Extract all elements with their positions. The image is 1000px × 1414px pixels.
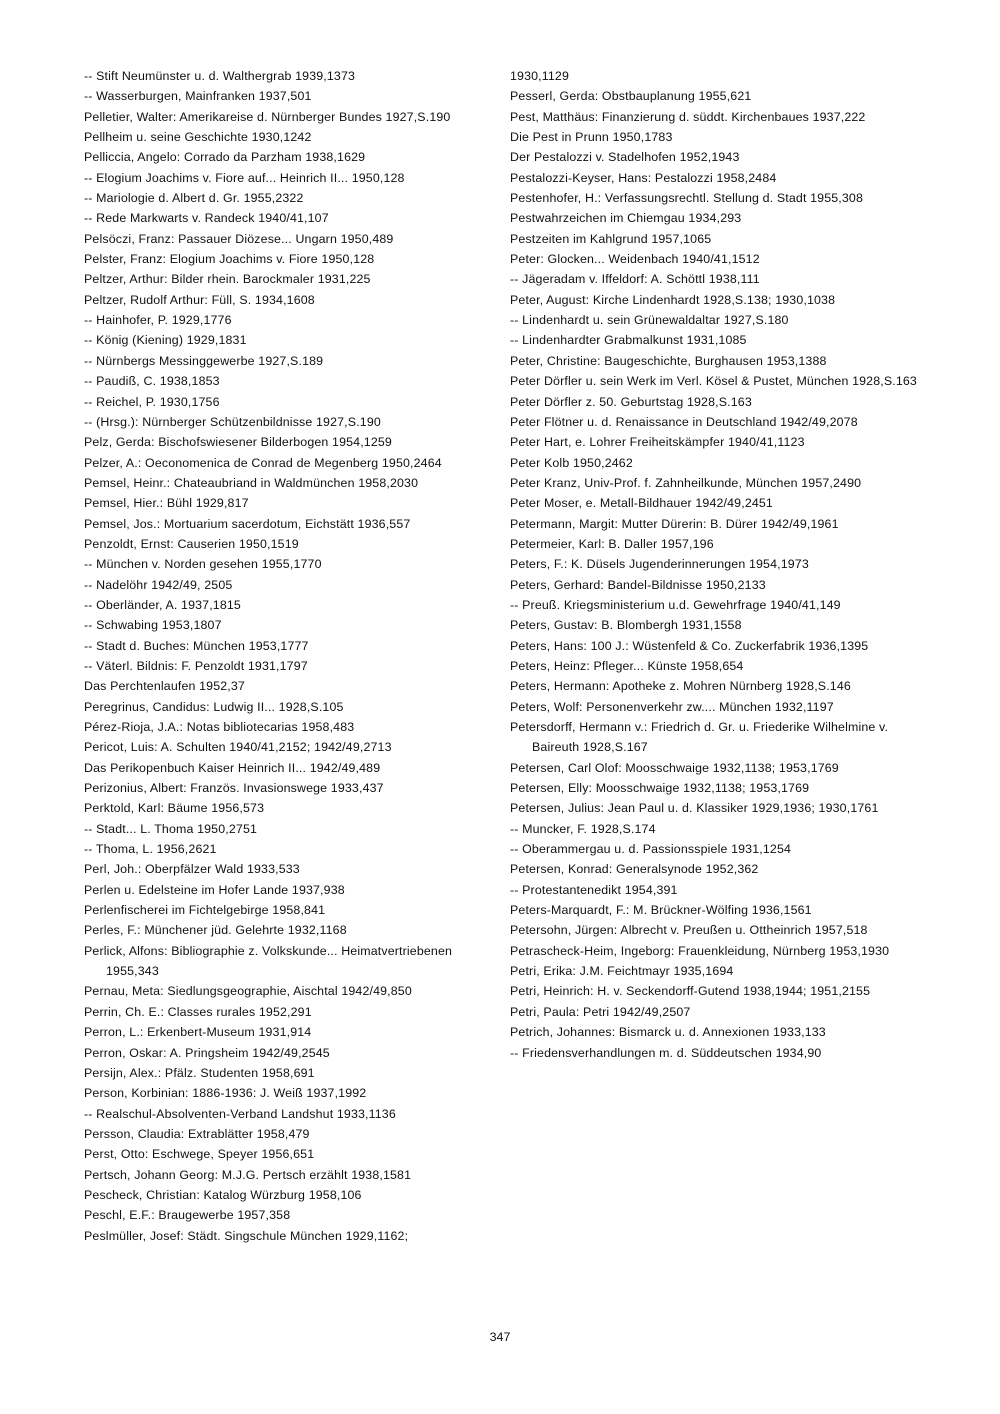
index-entry: Peter Dörfler z. 50. Geburtstag 1928,S.163 (510, 394, 752, 409)
index-entry: -- Reichel, P. 1930,1756 (84, 394, 220, 409)
index-entry: -- Lindenhardt u. sein Grünewaldaltar 1927,S.180 (510, 313, 789, 328)
index-entry: -- Preuß. Kriegsministerium u.d. Gewehrfrage 1940/41,149 (510, 597, 841, 612)
index-entry: Petersen, Carl Olof: Moosschwaige 1932,1138; 1953,1769 (510, 760, 839, 775)
index-entry: -- Jägeradam v. Iffeldorf: A. Schöttl 1938,111 (510, 272, 760, 287)
index-entry: -- Paudiß, C. 1938,1853 (84, 374, 220, 389)
index-entry: Peter Flötner u. d. Renaissance in Deutschland 1942/49,2078 (510, 414, 858, 429)
index-entry: Perizonius, Albert: Französ. Invasionswege 1933,437 (84, 781, 384, 796)
index-entry: Petersen, Elly: Moosschwaige 1932,1138; 1953,1769 (510, 781, 810, 796)
index-entry: Peters, Hans: 100 J.: Wüstenfeld & Co. Zuckerfabrik 1936,1395 (510, 638, 869, 653)
index-entry: Pestzeiten im Kahlgrund 1957,1065 (510, 231, 712, 246)
index-entry: Pemsel, Jos.: Mortuarium sacerdotum, Eichstätt 1936,557 (84, 516, 411, 531)
index-entry: Perlick, Alfons: Bibliographie z. Volkskunde... Heimatvertriebenen 1955,343 (84, 943, 453, 979)
index-entry: Pericot, Luis: A. Schulten 1940/41,2152; 1942/49,2713 (84, 740, 392, 755)
index-entry: 1930,1129 (510, 69, 570, 83)
index-entry: -- Friedensverhandlungen m. d. Süddeutschen 1934,90 (510, 1045, 822, 1060)
index-entry: -- Realschul-Absolventen-Verband Landshut 1933,1136 (84, 1106, 396, 1121)
index-entry: Peter Moser, e. Metall-Bildhauer 1942/49,2451 (510, 496, 773, 511)
index-entry: Peters-Marquardt, F.: M. Brückner-Wölfing 1936,1561 (510, 903, 812, 918)
index-entry: Peter Dörfler u. sein Werk im Verl. Kösel & Pustet, München 1928,S.163 (510, 374, 917, 389)
index-entry: Peschl, E.F.: Braugewerbe 1957,358 (84, 1208, 291, 1223)
index-entry: -- Muncker, F. 1928,S.174 (510, 821, 656, 836)
index-entry: Petri, Paula: Petri 1942/49,2507 (510, 1004, 691, 1019)
index-entry: Pelz, Gerda: Bischofswiesener Bilderbogen 1954,1259 (84, 435, 392, 450)
index-entry: -- Rede Markwarts v. Randeck 1940/41,107 (84, 211, 329, 226)
index-entry: -- Stift Neumünster u. d. Walthergrab 1939,1373 (84, 69, 356, 83)
index-entry: Pellheim u. seine Geschichte 1930,1242 (84, 130, 312, 145)
index-entry: Petersohn, Jürgen: Albrecht v. Preußen u. Ottheinrich 1957,518 (510, 923, 868, 938)
index-entry: Peltzer, Rudolf Arthur: Füll, S. 1934,1608 (84, 292, 315, 307)
index-entry: -- Oberländer, A. 1937,1815 (84, 597, 241, 612)
index-entry: Person, Korbinian: 1886-1936: J. Weiß 1937,1992 (84, 1086, 367, 1101)
index-column-right (510, 66, 920, 1063)
index-entry: Das Perchtenlaufen 1952,37 (84, 679, 245, 694)
index-entry: Peter, Christine: Baugeschichte, Burghausen 1953,1388 (510, 353, 827, 368)
index-entry: Peter, August: Kirche Lindenhardt 1928,S.138; 1930,1038 (510, 292, 836, 307)
index-entry: Petersdorff, Hermann v.: Friedrich d. Gr. u. Friederike Wilhelmine v. Baireuth 1928,S.167 (510, 720, 889, 755)
index-entry: Peter Hart, e. Lohrer Freiheitskämpfer 1940/41,1123 (510, 435, 805, 450)
index-entry: Peter: Glocken... Weidenbach 1940/41,1512 (510, 252, 760, 267)
index-entry: Perlenfischerei im Fichtelgebirge 1958,841 (84, 903, 326, 918)
index-entry: -- Nürnbergs Messinggewerbe 1927,S.189 (84, 353, 324, 368)
index-entry: Petermeier, Karl: B. Daller 1957,196 (510, 536, 714, 551)
index-entry: Pemsel, Hier.: Bühl 1929,817 (84, 496, 249, 511)
index-entry: -- München v. Norden gesehen 1955,1770 (84, 557, 322, 572)
index-entry: Persson, Claudia: Extrablätter 1958,479 (84, 1126, 310, 1141)
index-entry: -- Väterl. Bildnis: F. Penzoldt 1931,1797 (84, 658, 308, 673)
index-entry: Petrich, Johannes: Bismarck u. d. Annexionen 1933,133 (510, 1025, 826, 1040)
index-entry: Pescheck, Christian: Katalog Würzburg 1958,106 (84, 1187, 362, 1202)
index-entry: Peter Kolb 1950,2462 (510, 455, 633, 470)
index-entry: Die Pest in Prunn 1950,1783 (510, 130, 673, 145)
index-entry: Perrin, Ch. E.: Classes rurales 1952,291 (84, 1004, 312, 1019)
index-entry: -- Oberammergau u. d. Passionsspiele 1931,1254 (510, 842, 792, 857)
index-entry: Pestwahrzeichen im Chiemgau 1934,293 (510, 211, 742, 226)
index-entry: Pertsch, Johann Georg: M.J.G. Pertsch erzählt 1938,1581 (84, 1167, 412, 1182)
index-entry: -- Nadelöhr 1942/49, 2505 (84, 577, 233, 592)
index-entry: Pelsöczi, Franz: Passauer Diözese... Ungarn 1950,489 (84, 231, 394, 246)
index-entry: Peters, Gustav: B. Blombergh 1931,1558 (510, 618, 742, 633)
index-entry: -- Elogium Joachims v. Fiore auf... Heinrich II... 1950,128 (84, 170, 405, 185)
index-entry: Der Pestalozzi v. Stadelhofen 1952,1943 (510, 150, 740, 165)
index-entry: Petermann, Margit: Mutter Dürerin: B. Dürer 1942/49,1961 (510, 516, 839, 531)
index-entry: -- Lindenhardter Grabmalkunst 1931,1085 (510, 333, 747, 348)
index-entry: Pelster, Franz: Elogium Joachims v. Fiore 1950,128 (84, 252, 375, 267)
index-entry: Das Perikopenbuch Kaiser Heinrich II... 1942/49,489 (84, 760, 381, 775)
index-entry: Penzoldt, Ernst: Causerien 1950,1519 (84, 536, 299, 551)
index-entry: -- König (Kiening) 1929,1831 (84, 333, 247, 348)
index-entry: Persijn, Alex.: Pfälz. Studenten 1958,691 (84, 1065, 315, 1080)
index-entry: -- (Hrsg.): Nürnberger Schützenbildnisse 1927,S.190 (84, 414, 381, 429)
index-entry: Pemsel, Heinr.: Chateaubriand in Waldmünchen 1958,2030 (84, 475, 419, 490)
index-entry: -- Stadt d. Buches: München 1953,1777 (84, 638, 309, 653)
index-entry: Perlen u. Edelsteine im Hofer Lande 1937,938 (84, 882, 345, 897)
index-entry: Peters, F.: K. Düsels Jugenderinnerungen 1954,1973 (510, 557, 809, 572)
index-entry: Peters, Gerhard: Bandel-Bildnisse 1950,2133 (510, 577, 766, 592)
index-entry: Pérez-Rioja, J.A.: Notas bibliotecarias 1958,483 (84, 720, 355, 734)
index-entry: Pelzer, A.: Oeconomenica de Conrad de Megenberg 1950,2464 (84, 455, 442, 470)
index-entry: Petri, Heinrich: H. v. Seckendorff-Gutend 1938,1944; 1951,2155 (510, 984, 871, 999)
index-entry: Peters, Hermann: Apotheke z. Mohren Nürnberg 1928,S.146 (510, 679, 851, 694)
index-entry: Perl, Joh.: Oberpfälzer Wald 1933,533 (84, 862, 300, 877)
index-entry: Pelliccia, Angelo: Corrado da Parzham 1938,1629 (84, 150, 366, 165)
index-entry: Peter Kranz, Univ-Prof. f. Zahnheilkunde, München 1957,2490 (510, 475, 862, 490)
index-entry: Peregrinus, Candidus: Ludwig II... 1928,S.105 (84, 699, 344, 714)
index-entry: Petrascheck-Heim, Ingeborg: Frauenkleidung, Nürnberg 1953,1930 (510, 943, 890, 958)
index-entry: Perktold, Karl: Bäume 1956,573 (84, 801, 265, 816)
index-entry: -- Hainhofer, P. 1929,1776 (84, 313, 232, 328)
index-entry: -- Protestantenedikt 1954,391 (510, 882, 678, 897)
index-entry: -- Schwabing 1953,1807 (84, 618, 222, 633)
index-entry: Perron, L.: Erkenbert-Museum 1931,914 (84, 1025, 312, 1040)
index-entry: Peslmüller, Josef: Städt. Singschule München 1929,1162; (84, 1228, 409, 1243)
index-entry: Peters, Heinz: Pfleger... Künste 1958,654 (510, 658, 744, 673)
index-column-left (84, 66, 494, 1246)
index-entry: Perron, Oskar: A. Pringsheim 1942/49,2545 (84, 1045, 330, 1060)
index-entry: Pest, Matthäus: Finanzierung d. süddt. Kirchenbaues 1937,222 (510, 109, 866, 124)
index-entry: Pelletier, Walter: Amerikareise d. Nürnberger Bundes 1927,S.190 (84, 109, 451, 124)
index-entry: -- Mariologie d. Albert d. Gr. 1955,2322 (84, 191, 304, 206)
page-number: 347 (489, 1330, 511, 1344)
index-entry: Peters, Wolf: Personenverkehr zw.... München 1932,1197 (510, 699, 834, 714)
index-entry: Pernau, Meta: Siedlungsgeographie, Aischtal 1942/49,850 (84, 984, 412, 999)
index-entry: Perst, Otto: Eschwege, Speyer 1956,651 (84, 1147, 315, 1162)
index-entry: Pestenhofer, H.: Verfassungsrechtl. Stellung d. Stadt 1955,308 (510, 191, 864, 206)
index-entry: Petersen, Konrad: Generalsynode 1952,362 (510, 862, 759, 877)
index-entry: -- Thoma, L. 1956,2621 (84, 842, 217, 857)
index-entry: Peltzer, Arthur: Bilder rhein. Barockmaler 1931,225 (84, 272, 371, 287)
index-entry: Pestalozzi-Keyser, Hans: Pestalozzi 1958,2484 (510, 170, 777, 185)
index-entry: Petri, Erika: J.M. Feichtmayr 1935,1694 (510, 964, 734, 979)
index-entry: Perles, F.: Münchener jüd. Gelehrte 1932,1168 (84, 923, 347, 938)
index-entry: -- Wasserburgen, Mainfranken 1937,501 (84, 89, 312, 104)
index-entry: Pesserl, Gerda: Obstbauplanung 1955,621 (510, 89, 752, 104)
index-entry: Petersen, Julius: Jean Paul u. d. Klassiker 1929,1936; 1930,1761 (510, 801, 879, 816)
index-entry: -- Stadt... L. Thoma 1950,2751 (84, 821, 258, 836)
